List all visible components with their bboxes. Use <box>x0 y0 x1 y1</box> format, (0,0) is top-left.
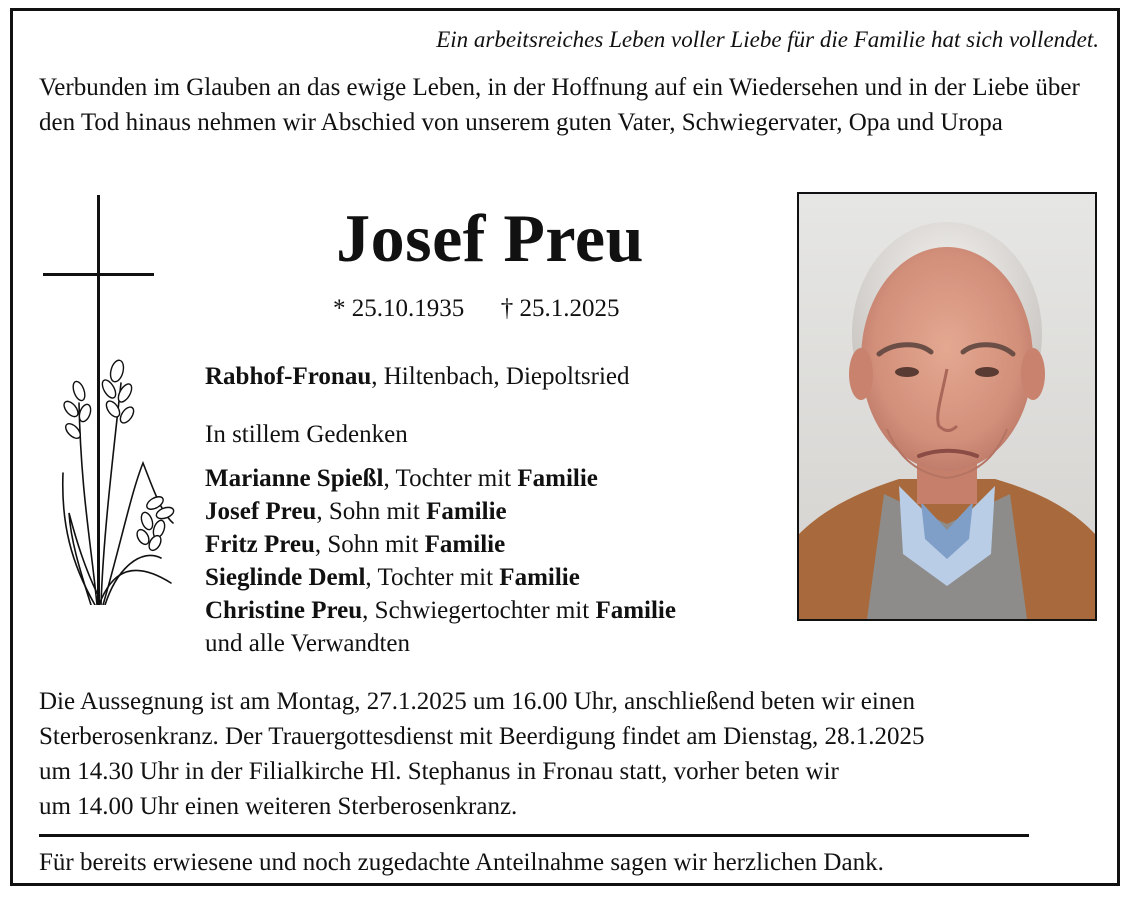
thanks-line: Für bereits erwiesene und noch zugedachte Anteilnahme sagen wir herzlichen Dank. <box>39 849 884 876</box>
mourner-relation: , Sohn mit <box>316 498 427 525</box>
places <box>205 363 630 391</box>
death-date: † 25.1.2025 <box>500 295 620 322</box>
cross-horizontal <box>43 273 154 276</box>
intro-text: Verbunden im Glauben an das ewige Leben, in der Hoffnung auf ein Wiedersehen und in der Liebe über den Tod hinaus nehmen wir Abschied von unserem guten Vater, Schwiegervater, Opa und Uropa <box>39 74 1080 136</box>
relatives-line: und alle Verwandten <box>205 630 411 657</box>
mourner-family: Familie <box>595 597 676 624</box>
funeral-line: Sterberosenkranz. Der Trauergottesdienst mit Beerdigung findet am Dienstag, 28.1.2025 <box>39 723 925 750</box>
mourner-row <box>205 528 676 561</box>
birth-date: * 25.10.1935 <box>333 295 465 322</box>
divider <box>39 834 1029 837</box>
funeral-line: um 14.30 Uhr in der Filialkirche Hl. Stephanus in Fronau statt, vorher beten wir <box>39 758 839 785</box>
place-main: Rabhof-Fronau <box>205 363 372 390</box>
mourner-family: Familie <box>424 531 506 558</box>
deceased-name: Josef Preu <box>336 200 644 276</box>
mourner-row <box>205 495 676 528</box>
mourner-relation: , Tochter mit <box>383 465 518 492</box>
funeral-details <box>39 684 1099 824</box>
obituary-frame <box>10 8 1120 886</box>
mourner-name: Marianne Spießl <box>205 465 384 492</box>
mourner-row <box>205 462 676 495</box>
wheat-grain-icon <box>51 343 181 605</box>
place-rest: , Hiltenbach, Diepoltsried <box>371 363 630 390</box>
mourner-row <box>205 561 676 594</box>
mourner-family: Familie <box>517 465 598 492</box>
funeral-line: um 14.00 Uhr einen weiteren Sterberosenkranz. <box>39 793 518 820</box>
remembrance-line: In stillem Gedenken <box>205 421 408 448</box>
mourner-relation: , Sohn mit <box>314 531 425 558</box>
mourner-name: Christine Preu <box>205 597 363 624</box>
mourners-list <box>205 462 676 660</box>
mourner-name: Sieglinde Deml <box>205 564 366 591</box>
motto: Ein arbeitsreiches Leben voller Liebe für die Familie hat sich vollendet. <box>436 27 1099 52</box>
mourner-name: Fritz Preu <box>205 531 315 558</box>
portrait-image <box>799 194 1095 619</box>
mourner-family: Familie <box>426 498 507 525</box>
life-dates <box>333 295 620 323</box>
funeral-line: Die Aussegnung ist am Montag, 27.1.2025 um 16.00 Uhr, anschließend beten wir einen <box>39 688 915 715</box>
mourner-row <box>205 594 676 627</box>
mourner-relation: , Schwiegertochter mit <box>362 597 596 624</box>
mourner-relation: , Tochter mit <box>365 564 500 591</box>
mourner-name: Josef Preu <box>205 498 317 525</box>
portrait-photo <box>797 192 1097 621</box>
mourner-family: Familie <box>499 564 580 591</box>
